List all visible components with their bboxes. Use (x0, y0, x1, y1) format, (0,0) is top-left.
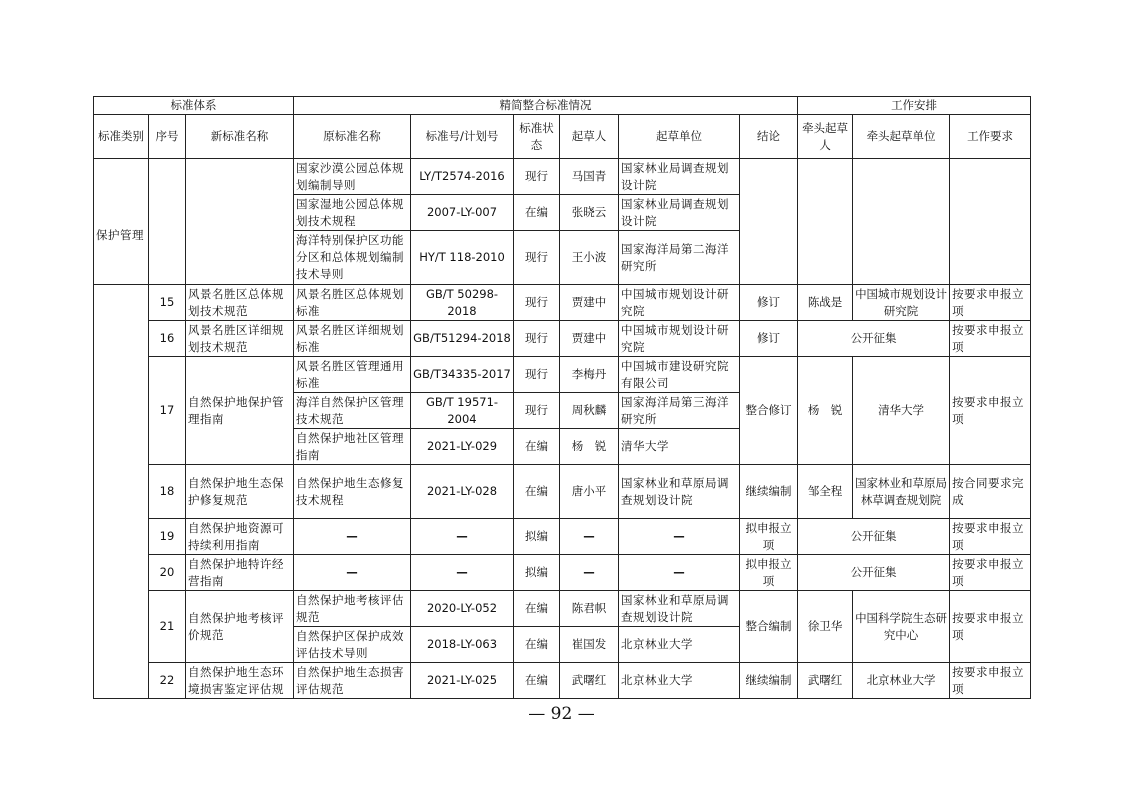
seq-cell: 22 (149, 663, 186, 699)
seq-cell: 21 (149, 591, 186, 663)
status-cell: 现行 (514, 357, 560, 393)
header-lead-person: 牵头起草人 (798, 115, 853, 159)
std-no-cell: 2020-LY-052 (411, 591, 514, 627)
unit-dash: — (619, 555, 740, 591)
unit-cell: 国家林业和草原局调查规划设计院 (619, 591, 740, 627)
header-new-name: 新标准名称 (186, 115, 294, 159)
requirement-cell: 按要求申报立项 (950, 357, 1031, 465)
std-no-cell: 2018-LY-063 (411, 627, 514, 663)
orig-name-cell: 国家沙漠公园总体规划编制导则 (294, 159, 411, 195)
new-name-cell: 自然保护地资源可持续利用指南 (186, 519, 294, 555)
orig-name-cell: 国家湿地公园总体规划技术规程 (294, 195, 411, 231)
seq-cell-empty (149, 159, 186, 285)
drafter-cell: 张晓云 (560, 195, 619, 231)
lead-person-cell: 邹全程 (798, 465, 853, 519)
new-name-cell-empty (186, 159, 294, 285)
lead-unit-cell-empty (853, 159, 950, 285)
lead-person-cell-empty (798, 159, 853, 285)
drafter-cell: 马国青 (560, 159, 619, 195)
page-number: — 92 — (528, 704, 595, 724)
orig-name-cell: 自然保护地生态损害评估规范 (294, 663, 411, 699)
table-row (94, 663, 1031, 699)
drafter-cell: 武曙红 (560, 663, 619, 699)
header-requirement: 工作要求 (950, 115, 1031, 159)
table-row (94, 357, 1031, 393)
new-name-cell: 自然保护地保护管理指南 (186, 357, 294, 465)
conclusion-cell: 拟申报立项 (740, 519, 798, 555)
lead-person-cell: 武曙红 (798, 663, 853, 699)
orig-name-cell: 海洋自然保护区管理技术规范 (294, 393, 411, 429)
conclusion-cell: 整合修订 (740, 357, 798, 465)
seq-cell: 15 (149, 285, 186, 321)
header-category: 标准类别 (94, 115, 149, 159)
drafter-cell: 崔国发 (560, 627, 619, 663)
unit-cell: 中国城市规划设计研究院 (619, 285, 740, 321)
std-no-dash: — (411, 555, 514, 591)
header-column-row (94, 115, 1031, 159)
drafter-cell: 贾建中 (560, 321, 619, 357)
drafter-dash: — (560, 519, 619, 555)
unit-cell: 中国城市建设研究院有限公司 (619, 357, 740, 393)
header-seq: 序号 (149, 115, 186, 159)
header-standard-system: 标准体系 (94, 97, 294, 115)
status-cell: 在编 (514, 591, 560, 627)
drafter-cell: 贾建中 (560, 285, 619, 321)
conclusion-cell-empty (740, 159, 798, 285)
header-group-row (94, 97, 1031, 115)
lead-person-cell: 杨 锐 (798, 357, 853, 465)
lead-unit-cell: 北京林业大学 (853, 663, 950, 699)
standards-table (93, 96, 1031, 699)
status-cell: 现行 (514, 231, 560, 285)
requirement-cell: 按要求申报立项 (950, 519, 1031, 555)
status-cell: 现行 (514, 285, 560, 321)
unit-cell: 国家林业局调查规划设计院 (619, 159, 740, 195)
table-row (94, 519, 1031, 555)
status-cell: 拟编 (514, 555, 560, 591)
seq-cell: 16 (149, 321, 186, 357)
unit-cell: 国家林业和草原局调查规划设计院 (619, 465, 740, 519)
std-no-cell: 2021-LY-028 (411, 465, 514, 519)
conclusion-cell: 继续编制 (740, 663, 798, 699)
std-no-cell: LY/T2574-2016 (411, 159, 514, 195)
requirement-cell: 按要求申报立项 (950, 663, 1031, 699)
orig-name-cell: 自然保护地考核评估规范 (294, 591, 411, 627)
requirement-cell: 按要求申报立项 (950, 555, 1031, 591)
status-cell: 拟编 (514, 519, 560, 555)
header-unit: 起草单位 (619, 115, 740, 159)
header-std-no: 标准号/计划号 (411, 115, 514, 159)
drafter-dash: — (560, 555, 619, 591)
table-row (94, 159, 1031, 195)
lead-unit-cell: 中国科学院生态研究中心 (853, 591, 950, 663)
orig-name-cell: 自然保护区保护成效评估技术导则 (294, 627, 411, 663)
unit-dash: — (619, 519, 740, 555)
requirement-cell: 按要求申报立项 (950, 285, 1031, 321)
lead-person-cell: 陈战是 (798, 285, 853, 321)
conclusion-cell: 修订 (740, 321, 798, 357)
orig-name-cell: 风景名胜区管理通用标准 (294, 357, 411, 393)
new-name-cell: 自然保护地特许经营指南 (186, 555, 294, 591)
std-no-cell: 2021-LY-029 (411, 429, 514, 465)
unit-cell: 中国城市规划设计研究院 (619, 321, 740, 357)
new-name-cell: 风景名胜区详细规划技术规范 (186, 321, 294, 357)
unit-cell: 国家海洋局第二海洋研究所 (619, 231, 740, 285)
std-no-cell: 2007-LY-007 (411, 195, 514, 231)
unit-cell: 北京林业大学 (619, 663, 740, 699)
drafter-cell: 王小波 (560, 231, 619, 285)
status-cell: 在编 (514, 663, 560, 699)
orig-name-cell: 自然保护地生态修复技术规程 (294, 465, 411, 519)
status-cell: 在编 (514, 627, 560, 663)
header-lead-unit: 牵头起草单位 (853, 115, 950, 159)
drafter-cell: 杨 锐 (560, 429, 619, 465)
orig-name-cell: 自然保护地社区管理指南 (294, 429, 411, 465)
seq-cell: 17 (149, 357, 186, 465)
lead-merged-cell: 公开征集 (798, 519, 950, 555)
header-status: 标准状态 (514, 115, 560, 159)
seq-cell: 19 (149, 519, 186, 555)
new-name-cell: 风景名胜区总体规划技术规范 (186, 285, 294, 321)
requirement-cell: 按要求申报立项 (950, 591, 1031, 663)
conclusion-cell: 整合编制 (740, 591, 798, 663)
unit-cell: 清华大学 (619, 429, 740, 465)
std-no-cell: GB/T34335-2017 (411, 357, 514, 393)
std-no-cell: GB/T 50298-2018 (411, 285, 514, 321)
lead-unit-cell: 清华大学 (853, 357, 950, 465)
category-cell-continued (94, 285, 149, 699)
orig-name-dash: — (294, 519, 411, 555)
table-row (94, 285, 1031, 321)
seq-cell: 20 (149, 555, 186, 591)
status-cell: 现行 (514, 321, 560, 357)
requirement-cell: 按要求申报立项 (950, 321, 1031, 357)
lead-merged-cell: 公开征集 (798, 555, 950, 591)
status-cell: 在编 (514, 195, 560, 231)
header-consolidation-status: 精简整合标准情况 (294, 97, 798, 115)
orig-name-cell: 风景名胜区详细规划标准 (294, 321, 411, 357)
drafter-cell: 周秋麟 (560, 393, 619, 429)
conclusion-cell: 拟申报立项 (740, 555, 798, 591)
std-no-cell: GB/T 19571-2004 (411, 393, 514, 429)
new-name-cell: 自然保护地生态保护修复规范 (186, 465, 294, 519)
status-cell: 现行 (514, 159, 560, 195)
table-row (94, 591, 1031, 627)
unit-cell: 北京林业大学 (619, 627, 740, 663)
status-cell: 在编 (514, 465, 560, 519)
requirement-cell-empty (950, 159, 1031, 285)
header-drafter: 起草人 (560, 115, 619, 159)
lead-merged-cell: 公开征集 (798, 321, 950, 357)
category-cell: 保护管理 (94, 159, 149, 285)
header-conclusion: 结论 (740, 115, 798, 159)
lead-unit-cell: 国家林业和草原局林草调查规划院 (853, 465, 950, 519)
table-row (94, 555, 1031, 591)
conclusion-cell: 修订 (740, 285, 798, 321)
conclusion-cell: 继续编制 (740, 465, 798, 519)
drafter-cell: 陈君帜 (560, 591, 619, 627)
std-no-cell: GB/T51294-2018 (411, 321, 514, 357)
unit-cell: 国家海洋局第三海洋研究所 (619, 393, 740, 429)
orig-name-cell: 风景名胜区总体规划标准 (294, 285, 411, 321)
new-name-cell: 自然保护地考核评价规范 (186, 591, 294, 663)
new-name-cell: 自然保护地生态环境损害鉴定评估规 (186, 663, 294, 699)
lead-person-cell: 徐卫华 (798, 591, 853, 663)
table-row (94, 465, 1031, 519)
table-row (94, 321, 1031, 357)
std-no-dash: — (411, 519, 514, 555)
drafter-cell: 李梅丹 (560, 357, 619, 393)
seq-cell: 18 (149, 465, 186, 519)
orig-name-cell: 海洋特别保护区功能分区和总体规划编制技术导则 (294, 231, 411, 285)
header-work-arrangement: 工作安排 (798, 97, 1031, 115)
drafter-cell: 唐小平 (560, 465, 619, 519)
std-no-cell: HY/T 118-2010 (411, 231, 514, 285)
requirement-cell: 按合同要求完成 (950, 465, 1031, 519)
unit-cell: 国家林业局调查规划设计院 (619, 195, 740, 231)
orig-name-dash: — (294, 555, 411, 591)
std-no-cell: 2021-LY-025 (411, 663, 514, 699)
lead-unit-cell: 中国城市规划设计研究院 (853, 285, 950, 321)
status-cell: 现行 (514, 393, 560, 429)
status-cell: 在编 (514, 429, 560, 465)
header-orig-name: 原标准名称 (294, 115, 411, 159)
